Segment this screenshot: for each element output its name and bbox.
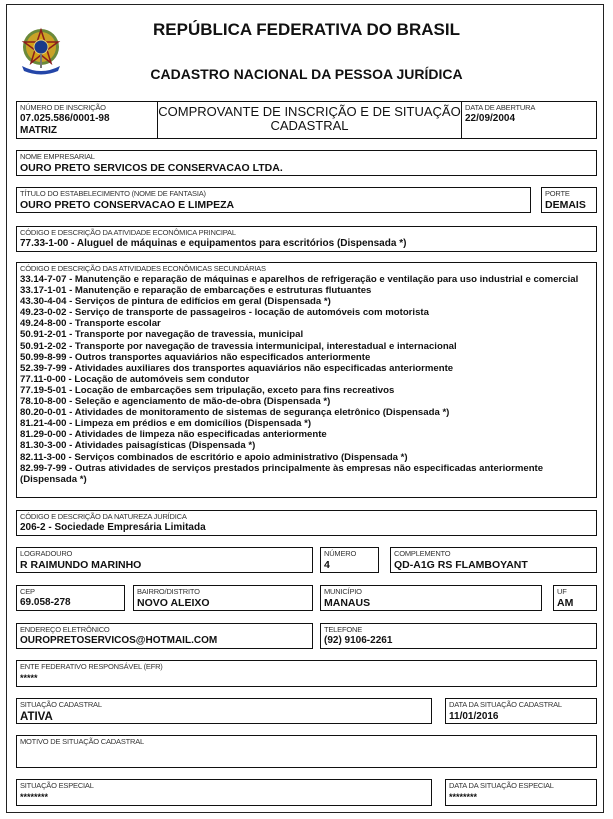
nome-empresarial-value: OURO PRETO SERVICOS DE CONSERVACAO LTDA. [20,162,283,174]
list-item: 80.20-0-01 - Atividades de monitoramento de sistemas de segurança eletrônico (Dispensada *) [20,407,450,419]
list-item: 78.10-8-00 - Seleção e agenciamento de mão-de-obra (Dispensada *) [20,396,331,408]
titulo-estabelecimento-box [16,187,531,213]
telefone-box [320,623,597,649]
cep-box [16,585,125,611]
porte-label: PORTE [545,189,570,198]
abertura-label: DATA DE ABERTURA [465,103,536,112]
nome-empresarial-box [16,150,597,176]
bairro-label: BAIRRO/DISTRITO [137,587,200,596]
inscricao-label: NÚMERO DE INSCRIÇÃO [20,103,106,112]
nome-empresarial-label: NOME EMPRESARIAL [20,152,95,161]
bairro-value: NOVO ALEIXO [137,597,210,609]
efr-label: ENTE FEDERATIVO RESPONSÁVEL (EFR) [20,662,163,671]
list-item: 52.39-7-99 - Atividades auxiliares dos transportes aquaviários não especificadas anteriormente [20,362,454,374]
uf-value: AM [557,597,574,609]
municipio-value: MANAUS [324,597,371,609]
uf-box [553,585,597,611]
atividades-secundarias-box [16,262,597,498]
data-situacao-especial-label: DATA DA SITUAÇÃO ESPECIAL [449,781,554,790]
titulo-estabelecimento-value: OURO PRETO CONSERVACAO E LIMPEZA [20,199,235,211]
efr-value: ***** [20,673,38,683]
logradouro-box [16,547,313,573]
data-situacao-cadastral-value: 11/01/2016 [449,711,499,722]
logradouro-label: LOGRADOURO [20,549,73,558]
tipo-value: MATRIZ [20,125,58,136]
atividade-principal-box [16,226,597,252]
cep-value: 69.058-278 [20,597,71,608]
cnpj-value: 07.025.586/0001-98 [20,113,110,124]
data-situacao-cadastral-box [445,698,597,724]
situacao-especial-value: ******** [20,792,49,802]
list-item: 50.91-2-01 - Transporte por navegação de travessia, municipal [20,329,304,341]
comprovante-title-line2: CADASTRAL [270,118,349,133]
abertura-value: 22/09/2004 [465,113,516,124]
situacao-cadastral-box [16,698,432,724]
porte-box [541,187,597,213]
list-item: 81.21-4-00 - Limpeza em prédios e em domicílios (Dispensada *) [20,418,312,430]
atividades-secundarias-list [20,274,592,485]
comprovante-title-line1: COMPROVANTE DE INSCRIÇÃO E DE SITUAÇÃO [158,104,461,119]
list-item: 77.19-5-01 - Locação de embarcações sem tripulação, exceto para fins recreativos [20,384,395,396]
data-situacao-especial-box [445,779,597,806]
list-item: 33.17-1-01 - Manutenção e reparação de embarcações e estruturas flutuantes [20,285,372,297]
abertura-box [461,101,597,139]
numero-box [320,547,379,573]
email-box [16,623,313,649]
comprovante-box [157,101,462,139]
list-item: 50.91-2-02 - Transporte por navegação de travessia intermunicipal, interestadual e internacional [20,340,457,352]
data-situacao-cadastral-label: DATA DA SITUAÇÃO CADASTRAL [449,700,562,709]
list-item: 49.23-0-02 - Serviço de transporte de passageiros - locação de automóveis com motorista [20,307,429,319]
bairro-box [133,585,313,611]
natureza-juridica-box [16,510,597,536]
list-item: 82.99-7-99 - Outras atividades de serviços prestados principalmente às empresas não especificadas anteriormente (Dispensada *) [20,462,544,485]
cep-label: CEP [20,587,35,596]
situacao-cadastral-label: SITUAÇÃO CADASTRAL [20,700,102,709]
titulo-estabelecimento-label: TÍTULO DO ESTABELECIMENTO (NOME DE FANTASIA) [20,189,206,198]
efr-box [16,660,597,687]
atividades-secundarias-label: CÓDIGO E DESCRIÇÃO DAS ATIVIDADES ECONÔMICAS SECUNDÁRIAS [20,264,266,273]
complemento-value: QD-A1G RS FLAMBOYANT [394,559,528,571]
list-item: 77.11-0-00 - Locação de automóveis sem condutor [20,373,250,385]
list-item: 81.30-3-00 - Atividades paisagísticas (Dispensada *) [20,440,256,452]
complemento-box [390,547,597,573]
logradouro-value: R RAIMUNDO MARINHO [20,559,142,571]
email-value: OUROPRETOSERVICOS@HOTMAIL.COM [20,635,218,646]
situacao-especial-box [16,779,432,806]
header-title: REPÚBLICA FEDERATIVA DO BRASIL [153,20,460,39]
list-item: 82.11-3-00 - Serviços combinados de escritório e apoio administrativo (Dispensada *) [20,451,408,463]
list-item: 43.30-4-04 - Serviços de pintura de edifícios em geral (Dispensada *) [20,296,331,308]
municipio-box [320,585,542,611]
data-situacao-especial-value: ******** [449,792,478,802]
telefone-value: (92) 9106-2261 [324,635,393,646]
list-item: 81.29-0-00 - Atividades de limpeza não especificadas anteriormente [20,429,327,441]
complemento-label: COMPLEMENTO [394,549,451,558]
email-label: ENDEREÇO ELETRÔNICO [20,625,110,634]
motivo-situacao-label: MOTIVO DE SITUAÇÃO CADASTRAL [20,737,145,746]
numero-value: 4 [324,559,330,571]
uf-label: UF [557,587,567,596]
atividade-principal-value: 77.33-1-00 - Aluguel de máquinas e equipamentos para escritórios (Dispensada *) [20,238,407,249]
list-item: 50.99-8-99 - Outros transportes aquaviários não especificados anteriormente [20,351,371,363]
natureza-juridica-value: 206-2 - Sociedade Empresária Limitada [20,522,206,533]
header-subtitle: CADASTRO NACIONAL DA PESSOA JURÍDICA [150,66,463,82]
porte-value: DEMAIS [545,199,586,211]
situacao-cadastral-value: ATIVA [20,711,53,723]
telefone-label: TELEFONE [324,625,362,634]
inscricao-box [16,101,158,139]
atividade-principal-label: CÓDIGO E DESCRIÇÃO DA ATIVIDADE ECONÔMICA PRINCIPAL [20,228,236,237]
situacao-especial-label: SITUAÇÃO ESPECIAL [20,781,94,790]
municipio-label: MUNICÍPIO [324,587,362,596]
list-item: 49.24-8-00 - Transporte escolar [20,318,161,330]
list-item: 33.14-7-07 - Manutenção e reparação de máquinas e aparelhos de refrigeração e ventilação para uso industrial e comercial [20,274,579,285]
natureza-juridica-label: CÓDIGO E DESCRIÇÃO DA NATUREZA JURÍDICA [20,512,187,521]
motivo-situacao-box [16,735,597,768]
numero-label: NÚMERO [324,549,357,558]
